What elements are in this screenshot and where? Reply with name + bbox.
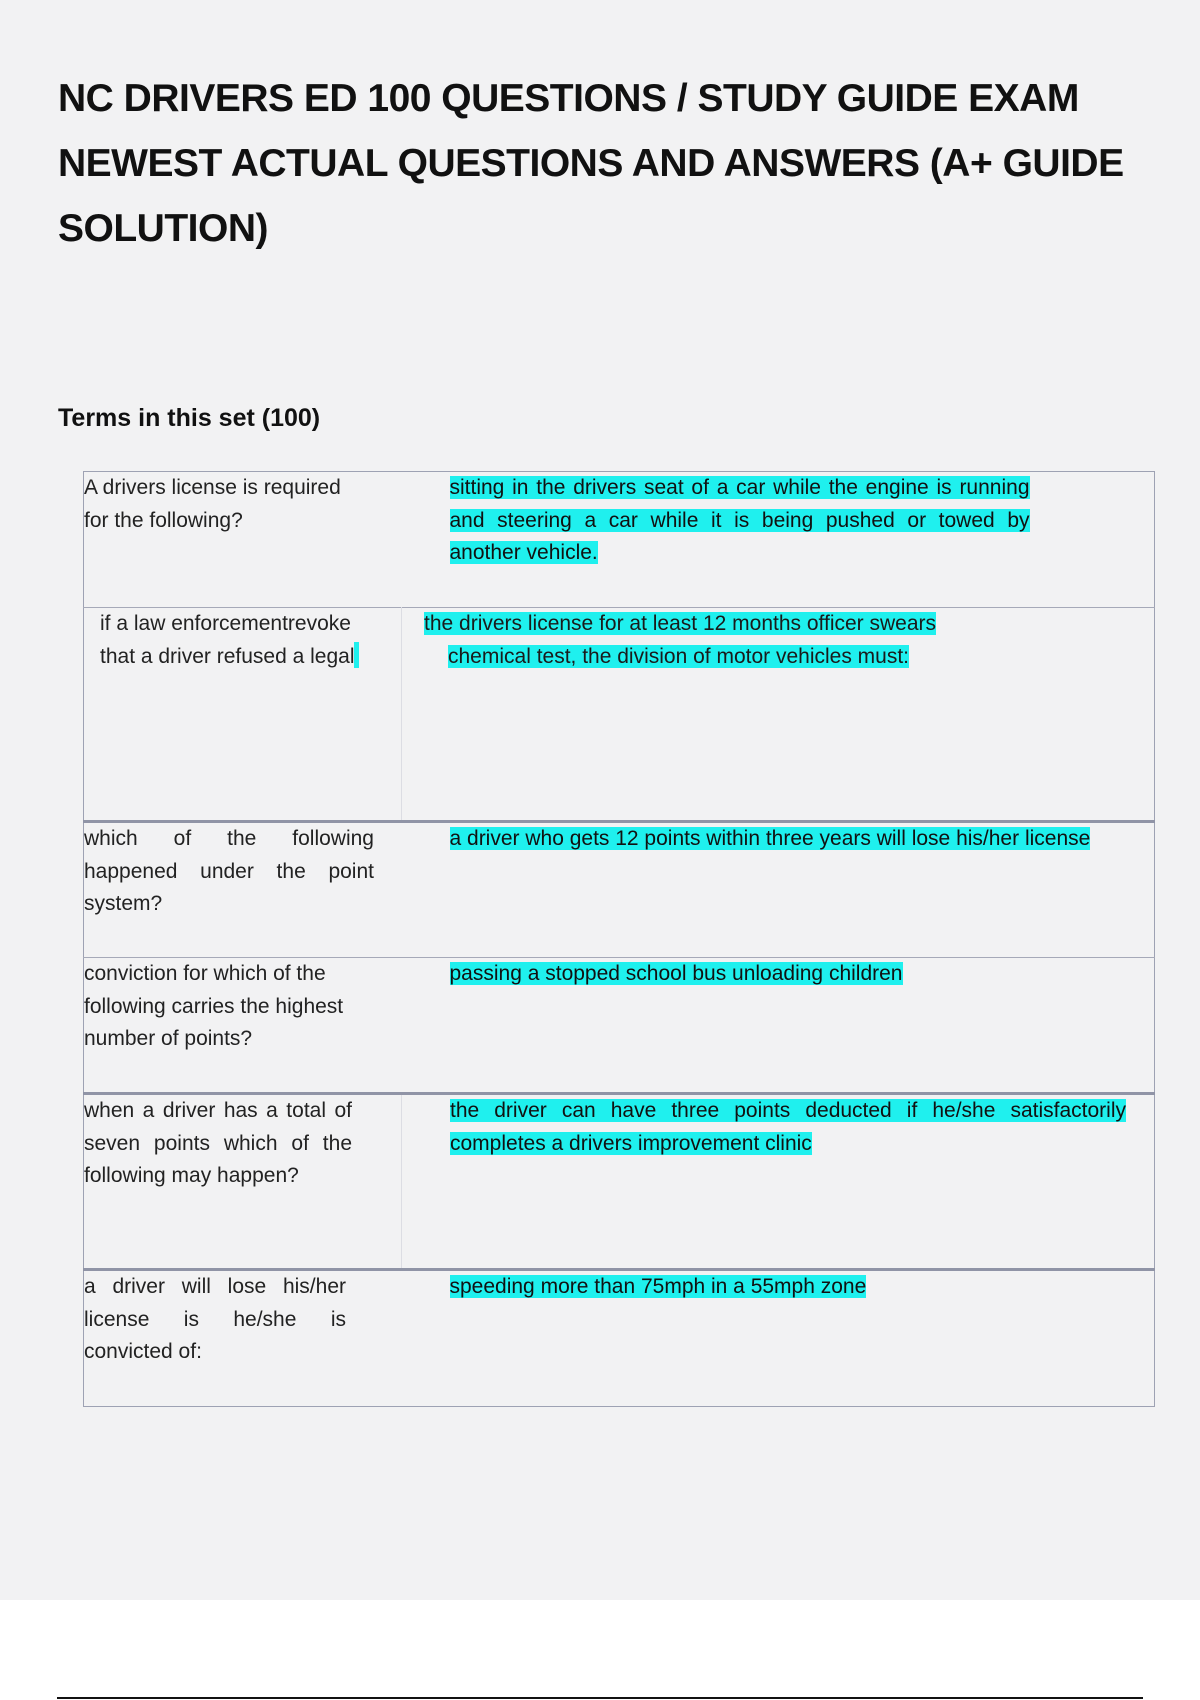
page-footer-rule (57, 1697, 1143, 1699)
term-answer-cell (402, 472, 1155, 608)
term-question-cell (84, 608, 402, 822)
term-question: a driver will lose his/her license is he/she is convicted of: (84, 1275, 346, 1363)
term-answer-cell (402, 958, 1155, 1094)
term-question: A drivers license is required for the following? (84, 476, 341, 532)
term-answer: a driver who gets 12 points within three years will lose his/her license (449, 827, 1091, 850)
term-question-cell (84, 1094, 402, 1270)
term-row (84, 608, 1155, 822)
terms-count-heading: Terms in this set (100) (58, 404, 321, 432)
term-question: if a law enforcementrevoke that a driver refused a legal (100, 612, 355, 668)
document-title: NC DRIVERS ED 100 QUESTIONS / STUDY GUIDE EXAM NEWEST ACTUAL QUESTIONS AND ANSWERS (A+ GUIDE SOLUTION) (58, 77, 1124, 250)
term-answer-cell (402, 822, 1155, 958)
term-question: when a driver has a total of seven points which of the following may happen? (84, 1099, 352, 1187)
term-row (84, 1270, 1155, 1407)
term-answer-line2: chemical test, the division of motor vehicles must: (448, 644, 910, 668)
term-answer-line1: the drivers license for at least 12 months officer swears (424, 612, 937, 635)
term-row (84, 958, 1155, 1094)
term-question-cell (84, 822, 402, 958)
term-answer-cell (402, 1094, 1155, 1270)
term-answer: sitting in the drivers seat of a car while the engine is running and steering a car while it is being pushed or towed by another vehicle. (449, 476, 1030, 564)
term-row (84, 472, 1155, 608)
text-cursor-highlight (354, 642, 359, 668)
term-question-cell (84, 472, 402, 608)
term-answer: the driver can have three points deducted if he/she satisfactorily completes a drivers improvement clinic (450, 1099, 1126, 1155)
term-question: which of the following happened under the point system? (84, 827, 374, 915)
term-question-cell (84, 1270, 402, 1407)
term-question-cell (84, 958, 402, 1094)
term-row (84, 822, 1155, 958)
term-answer: speeding more than 75mph in a 55mph zone (449, 1275, 867, 1298)
term-answer-cell (402, 608, 1155, 822)
terms-table (83, 471, 1155, 1407)
term-row (84, 1094, 1155, 1270)
term-question: conviction for which of the following carries the highest number of points? (84, 962, 344, 1050)
term-answer: passing a stopped school bus unloading children (449, 962, 903, 985)
term-answer-cell (402, 1270, 1155, 1407)
